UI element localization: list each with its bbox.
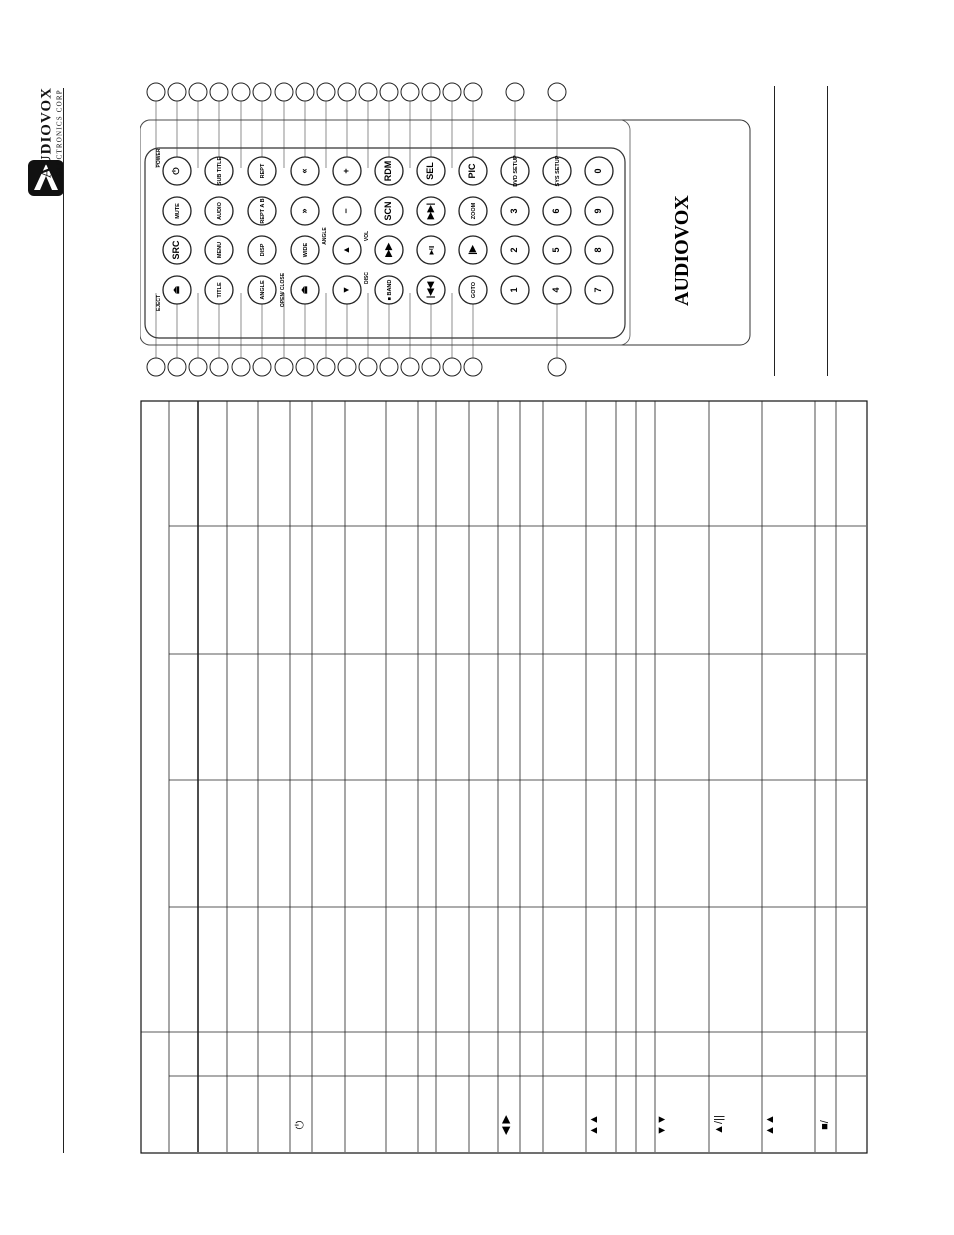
remote-button-label: REPT: [260, 163, 266, 179]
remote-button-label: ▶/||: [429, 245, 435, 255]
callout-marker-top: [443, 83, 461, 101]
callout-marker-bottom: [338, 358, 356, 376]
divider-rule: [827, 86, 828, 376]
remote-button-label: MUTE: [175, 203, 181, 219]
remote-button-label: ▲: [341, 245, 351, 255]
remote-group-label: VOL: [364, 230, 370, 242]
remote-button: [501, 155, 529, 187]
remote-button-label: 4: [551, 287, 561, 293]
remote-button: [417, 197, 445, 225]
callout-marker-bottom: [210, 358, 228, 376]
remote-button-label: −: [341, 208, 351, 214]
callout-marker-top: [359, 83, 377, 101]
table-symbol: ▲▲: [588, 1114, 600, 1136]
remote-button: [543, 155, 571, 186]
remote-button-label: 2: [509, 247, 519, 253]
remote-button-label: AUDIO: [217, 202, 223, 220]
remote-button: [205, 236, 233, 264]
remote-button-label: +: [341, 168, 351, 174]
remote-button-label: ANGLE: [260, 280, 266, 300]
remote-button: [375, 157, 403, 185]
callout-marker-bottom: [189, 358, 207, 376]
callout-marker-top: [464, 83, 482, 101]
callout-marker-bottom: [253, 358, 271, 376]
audiovox-logo: [26, 78, 66, 198]
remote-button-label: TITLE: [217, 282, 223, 298]
remote-button: [375, 236, 403, 264]
callout-marker-top: [380, 83, 398, 101]
divider-rule: [774, 86, 775, 376]
remote-button-label: ▼: [341, 285, 351, 295]
remote-button-label: 3: [509, 208, 519, 214]
remote-button: [585, 197, 613, 225]
remote-button-label: PIC: [467, 163, 477, 179]
remote-button-label: WIDE: [303, 242, 309, 258]
remote-button: [248, 197, 276, 225]
callout-marker-bottom: [359, 358, 377, 376]
callout-marker-top: [338, 83, 356, 101]
callout-marker-top: [422, 83, 440, 101]
callout-marker-bottom: [443, 358, 461, 376]
remote-button: [543, 197, 571, 225]
remote-button-label: SRC: [171, 240, 181, 260]
table-symbol: ◀ ▶: [500, 1115, 512, 1135]
callout-marker-bottom: [464, 358, 482, 376]
remote-button: [248, 276, 276, 304]
callout-marker-bottom: [168, 358, 186, 376]
callout-marker-top: [168, 83, 186, 101]
remote-button-label: ⏏: [171, 285, 181, 295]
remote-brand: AUDIOVOX: [671, 195, 693, 306]
callout-marker-top: [506, 83, 524, 101]
remote-button-label: RDM: [383, 160, 393, 182]
remote-body: [140, 120, 750, 345]
callout-marker-bottom: [296, 358, 314, 376]
remote-button: [205, 197, 233, 225]
remote-button-label: GOTO: [471, 281, 477, 299]
remote-button: [459, 157, 487, 185]
remote-button-label: SYS SETUP: [555, 155, 561, 187]
remote-button: [291, 236, 319, 264]
remote-button: [585, 276, 613, 304]
remote-button-label: |▶: [467, 245, 477, 255]
remote-button-label: REPT A B: [260, 198, 266, 224]
remote-group-label: EJECT: [156, 294, 162, 312]
callout-marker-top: [232, 83, 250, 101]
remote-button: [333, 197, 361, 225]
remote-button-label: ⏻: [171, 167, 181, 175]
remote-button: [333, 276, 361, 304]
remote-button-label: ▶▶|: [425, 202, 435, 220]
callout-marker-top: [548, 83, 566, 101]
remote-button: [375, 276, 403, 304]
table-symbol: ▲▲: [764, 1114, 776, 1136]
table-symbol: ■/: [819, 1120, 831, 1130]
remote-button-label: 1: [509, 287, 519, 293]
table-symbol: ⏻: [294, 1120, 306, 1130]
remote-button: [163, 157, 191, 185]
remote-button: [248, 236, 276, 264]
remote-button-label: ⏏: [299, 285, 309, 295]
table-symbol: ▲/||: [713, 1115, 725, 1135]
remote-button-label: SEL: [425, 162, 435, 180]
remote-button: [459, 197, 487, 225]
remote-panel: [140, 120, 630, 345]
remote-button-label: DVD SETUP: [513, 155, 519, 187]
callout-marker-top: [296, 83, 314, 101]
callout-marker-bottom: [232, 358, 250, 376]
callout-marker-bottom: [317, 358, 335, 376]
remote-button-label: 9: [593, 208, 603, 214]
table-border: [141, 401, 867, 1153]
remote-button-label: MENU: [217, 241, 223, 259]
remote-button: [333, 236, 361, 264]
remote-button: [291, 157, 319, 185]
callout-marker-bottom: [380, 358, 398, 376]
remote-button-label: 5: [551, 247, 561, 253]
function-table: [140, 400, 870, 1155]
remote-button-label: SCN: [383, 201, 393, 221]
remote-button: [163, 236, 191, 264]
callout-marker-top: [147, 83, 165, 101]
callout-marker-top: [210, 83, 228, 101]
remote-button: [163, 197, 191, 225]
remote-button: [501, 236, 529, 264]
logo-brand: AUDIOVOX: [38, 86, 55, 179]
remote-button: [291, 197, 319, 225]
remote-button: [417, 236, 445, 264]
remote-button: [248, 157, 276, 185]
remote-button: [375, 197, 403, 225]
callout-marker-top: [275, 83, 293, 101]
table-symbol: ▼▼: [656, 1114, 668, 1136]
callout-marker-top: [401, 83, 419, 101]
remote-button: [585, 157, 613, 185]
remote-button-label: 0: [593, 168, 603, 174]
remote-button-label: ZOOM: [471, 202, 477, 220]
margin-rule: [63, 88, 64, 1153]
remote-button-label: «: [299, 168, 309, 174]
remote-diagram: [140, 78, 780, 378]
remote-group-label: ANGLE: [322, 227, 328, 245]
callout-marker-top: [317, 83, 335, 101]
remote-group-label: POWER: [156, 148, 162, 168]
remote-button: [205, 156, 233, 185]
remote-button: [205, 276, 233, 304]
callout-marker-bottom: [548, 358, 566, 376]
remote-button: [163, 276, 191, 304]
remote-button: [417, 157, 445, 185]
remote-group-label: OPEN/ CLOSE: [280, 272, 286, 308]
logo-subtitle: ELECTRONICS CORP: [55, 89, 64, 176]
remote-button: [585, 236, 613, 264]
remote-button: [501, 276, 529, 304]
remote-button-label: 7: [593, 287, 603, 293]
remote-button-label: ▶▶: [383, 243, 393, 257]
remote-button-label: 8: [593, 247, 603, 253]
remote-button-label: 6: [551, 208, 561, 214]
callout-marker-bottom: [147, 358, 165, 376]
remote-button-label: ■ BAND: [387, 279, 393, 301]
remote-button: [291, 276, 319, 304]
remote-button-label: SUB TITLE: [217, 156, 223, 186]
logo-wordmark: [39, 78, 64, 188]
remote-button: [543, 276, 571, 304]
callout-marker-top: [253, 83, 271, 101]
remote-button: [417, 276, 445, 304]
callout-marker-top: [189, 83, 207, 101]
remote-button: [543, 236, 571, 264]
remote-button: [333, 157, 361, 185]
remote-button: [501, 197, 529, 225]
callout-marker-bottom: [275, 358, 293, 376]
callout-marker-bottom: [422, 358, 440, 376]
remote-button-label: |◀◀: [425, 281, 435, 299]
remote-group-label: DISC: [364, 272, 370, 284]
remote-button-label: »: [299, 208, 309, 214]
callout-marker-bottom: [401, 358, 419, 376]
remote-button-label: DISP: [260, 243, 266, 257]
remote-button: [459, 236, 487, 264]
remote-button: [459, 276, 487, 304]
